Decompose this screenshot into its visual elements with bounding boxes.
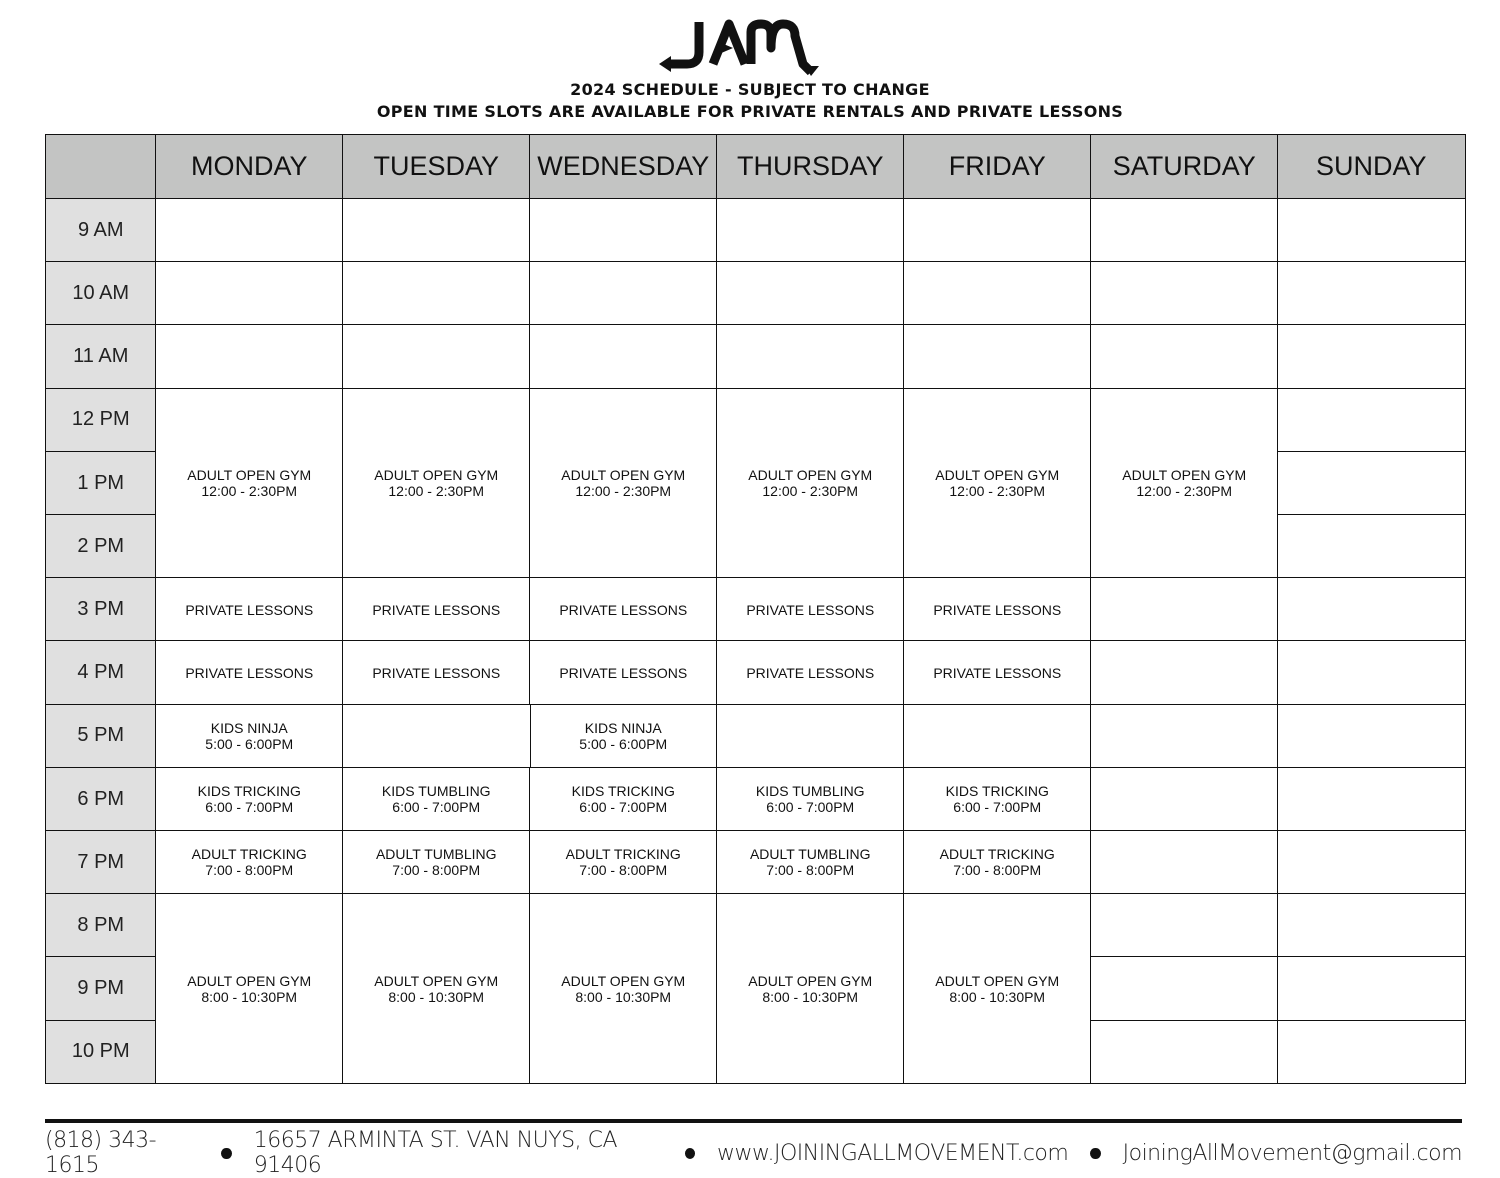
open-slot[interactable]	[716, 704, 905, 769]
open-slot[interactable]	[342, 261, 531, 326]
event-name: KIDS TUMBLING	[755, 783, 865, 800]
cell-label: 8 PM	[77, 914, 125, 937]
event-time: 12:00 - 2:30PM	[201, 483, 298, 500]
event-name: PRIVATE LESSONS	[185, 664, 314, 681]
time-label	[45, 767, 157, 832]
event-cell[interactable]	[903, 577, 1092, 642]
event-time: 12:00 - 2:30PM	[1136, 483, 1233, 500]
open-slot[interactable]	[1090, 198, 1279, 263]
open-slot[interactable]	[1277, 956, 1466, 1021]
cell-label: 7 PM	[77, 850, 125, 873]
event-name: ADULT OPEN GYM	[748, 972, 873, 989]
open-slot[interactable]	[1277, 261, 1466, 326]
day-header-monday	[155, 134, 344, 200]
event-cell[interactable]	[155, 388, 344, 579]
cell-label: 10 AM	[72, 282, 130, 305]
event-time: 5:00 - 6:00PM	[579, 735, 668, 752]
event-time: 12:00 - 2:30PM	[575, 483, 672, 500]
cell-label: WEDNESDAY	[537, 151, 710, 182]
event-cell[interactable]	[903, 640, 1092, 705]
event-time: 7:00 - 8:00PM	[953, 862, 1042, 879]
open-slot[interactable]	[1090, 324, 1279, 389]
open-slot[interactable]	[529, 261, 718, 326]
open-slot[interactable]	[1090, 261, 1279, 326]
corner-header	[45, 134, 157, 200]
event-name: ADULT OPEN GYM	[374, 467, 499, 484]
open-slot[interactable]	[1277, 1020, 1466, 1085]
event-cell[interactable]	[155, 577, 344, 642]
event-name: KIDS TRICKING	[945, 783, 1049, 800]
footer-website: www.JOININGALLMOVEMENT.com	[717, 1140, 1069, 1166]
open-slot[interactable]	[1277, 388, 1466, 453]
cell-label: TUESDAY	[373, 151, 500, 182]
event-cell[interactable]	[716, 388, 905, 579]
time-label	[45, 704, 157, 769]
time-label	[45, 324, 157, 389]
event-time: 6:00 - 7:00PM	[953, 799, 1042, 816]
open-slot[interactable]	[1277, 198, 1466, 263]
bullet-icon	[685, 1148, 695, 1159]
open-slot[interactable]	[903, 261, 1092, 326]
event-cell[interactable]	[529, 830, 718, 895]
event-name: KIDS NINJA	[584, 719, 662, 736]
event-cell[interactable]	[155, 704, 344, 769]
cell-label: 3 PM	[77, 598, 125, 621]
open-slot[interactable]	[1090, 640, 1279, 705]
open-slot[interactable]	[1090, 1020, 1279, 1085]
event-time: 8:00 - 10:30PM	[575, 988, 672, 1005]
open-slot[interactable]	[1277, 451, 1466, 516]
cell-label: SUNDAY	[1315, 151, 1427, 182]
event-name: ADULT OPEN GYM	[561, 972, 686, 989]
schedule-title: 2024 SCHEDULE - SUBJECT TO CHANGE	[570, 80, 930, 99]
day-header-wednesday	[529, 134, 718, 200]
event-name: ADULT OPEN GYM	[187, 972, 312, 989]
event-time: 6:00 - 7:00PM	[579, 799, 668, 816]
open-slot[interactable]	[1277, 893, 1466, 958]
cell-label: 6 PM	[77, 787, 125, 810]
event-name: ADULT OPEN GYM	[935, 972, 1060, 989]
footer-divider	[45, 1119, 1462, 1123]
cell-label: 9 PM	[77, 977, 125, 1000]
schedule-subtitle: OPEN TIME SLOTS ARE AVAILABLE FOR PRIVATE RENTALS AND PRIVATE LESSONS	[376, 102, 1124, 121]
footer-phone: (818) 343-1615	[44, 1128, 157, 1178]
event-cell[interactable]	[903, 830, 1092, 895]
open-slot[interactable]	[1277, 830, 1466, 895]
open-slot[interactable]	[342, 324, 531, 389]
open-slot[interactable]	[903, 704, 1092, 769]
event-time: 7:00 - 8:00PM	[392, 862, 481, 879]
cell-label: 4 PM	[77, 661, 125, 684]
event-cell[interactable]	[716, 767, 905, 832]
open-slot[interactable]	[155, 198, 344, 263]
event-cell[interactable]	[155, 640, 344, 705]
event-cell[interactable]	[155, 830, 344, 895]
open-slot[interactable]	[1090, 577, 1279, 642]
event-cell[interactable]	[903, 388, 1092, 579]
day-header-friday	[903, 134, 1092, 200]
event-cell[interactable]	[155, 893, 344, 1084]
event-name: ADULT OPEN GYM	[1122, 467, 1247, 484]
event-name: KIDS TRICKING	[571, 783, 675, 800]
open-slot[interactable]	[903, 324, 1092, 389]
event-name: PRIVATE LESSONS	[933, 664, 1062, 681]
event-time: 8:00 - 10:30PM	[201, 988, 298, 1005]
open-slot[interactable]	[1277, 324, 1466, 389]
cell-label: 9 AM	[77, 218, 124, 241]
event-time: 12:00 - 2:30PM	[949, 483, 1046, 500]
event-time: 8:00 - 10:30PM	[762, 988, 859, 1005]
open-slot[interactable]	[155, 324, 344, 389]
open-slot[interactable]	[1277, 640, 1466, 705]
event-name: ADULT OPEN GYM	[935, 467, 1060, 484]
event-time: 8:00 - 10:30PM	[388, 988, 485, 1005]
open-slot[interactable]	[1090, 956, 1279, 1021]
event-cell[interactable]	[903, 767, 1092, 832]
event-name: ADULT TRICKING	[191, 846, 307, 863]
bullet-icon	[1090, 1148, 1100, 1159]
time-label	[45, 198, 157, 263]
day-header-thursday	[716, 134, 905, 200]
event-cell[interactable]	[529, 388, 718, 579]
event-name: ADULT OPEN GYM	[187, 467, 312, 484]
event-cell[interactable]	[529, 704, 718, 769]
open-slot[interactable]	[1090, 830, 1279, 895]
event-name: PRIVATE LESSONS	[185, 601, 314, 618]
event-name: ADULT TUMBLING	[749, 846, 871, 863]
event-name: KIDS TUMBLING	[381, 783, 491, 800]
day-header-sunday	[1277, 134, 1466, 200]
event-name: PRIVATE LESSONS	[559, 601, 688, 618]
event-time: 7:00 - 8:00PM	[766, 862, 855, 879]
event-time: 7:00 - 8:00PM	[205, 862, 294, 879]
cell-label: SATURDAY	[1112, 151, 1256, 182]
cell-label: 2 PM	[77, 534, 125, 557]
event-time: 6:00 - 7:00PM	[766, 799, 855, 816]
event-name: PRIVATE LESSONS	[372, 664, 501, 681]
event-time: 12:00 - 2:30PM	[388, 483, 485, 500]
event-time: 6:00 - 7:00PM	[392, 799, 481, 816]
event-time: 8:00 - 10:30PM	[949, 988, 1046, 1005]
time-label	[45, 893, 157, 958]
footer-email: JoiningAllMovement@gmail.com	[1122, 1140, 1463, 1166]
cell-label: 5 PM	[77, 724, 125, 747]
event-cell[interactable]	[342, 640, 531, 705]
open-slot[interactable]	[1090, 767, 1279, 832]
event-cell[interactable]	[903, 893, 1092, 1084]
event-name: ADULT OPEN GYM	[374, 972, 499, 989]
cell-label: 12 PM	[71, 408, 130, 431]
event-cell[interactable]	[529, 893, 718, 1084]
event-cell[interactable]	[342, 830, 531, 895]
open-slot[interactable]	[903, 198, 1092, 263]
jam-logo	[655, 18, 825, 80]
event-cell[interactable]	[342, 388, 531, 579]
schedule-grid	[45, 134, 1464, 1082]
event-name: ADULT TUMBLING	[375, 846, 497, 863]
cell-label: 10 PM	[71, 1040, 130, 1063]
event-name: PRIVATE LESSONS	[372, 601, 501, 618]
bullet-icon	[221, 1148, 231, 1159]
open-slot[interactable]	[1090, 704, 1279, 769]
time-label	[45, 261, 157, 326]
open-slot[interactable]	[716, 198, 905, 263]
time-label	[45, 577, 157, 642]
cell-label: 11 AM	[73, 345, 129, 368]
event-cell[interactable]	[342, 577, 531, 642]
event-cell[interactable]	[716, 830, 905, 895]
event-cell[interactable]	[716, 640, 905, 705]
event-name: ADULT TRICKING	[565, 846, 681, 863]
time-label	[45, 1020, 157, 1085]
event-cell[interactable]	[1090, 388, 1279, 579]
open-slot[interactable]	[1277, 767, 1466, 832]
open-slot[interactable]	[1277, 514, 1466, 579]
event-cell[interactable]	[155, 767, 344, 832]
open-slot[interactable]	[529, 198, 718, 263]
day-header-saturday	[1090, 134, 1279, 200]
event-cell[interactable]	[716, 893, 905, 1084]
time-label	[45, 514, 157, 579]
open-slot[interactable]	[342, 704, 531, 769]
event-time: 6:00 - 7:00PM	[205, 799, 294, 816]
open-slot[interactable]	[155, 261, 344, 326]
open-slot[interactable]	[529, 324, 718, 389]
event-name: PRIVATE LESSONS	[559, 664, 688, 681]
event-cell[interactable]	[529, 577, 718, 642]
cell-label: THURSDAY	[736, 151, 884, 182]
event-name: ADULT TRICKING	[939, 846, 1055, 863]
cell-label: 1 PM	[77, 471, 125, 494]
event-cell[interactable]	[529, 640, 718, 705]
time-label	[45, 830, 157, 895]
event-cell[interactable]	[716, 577, 905, 642]
event-cell[interactable]	[342, 893, 531, 1084]
event-time: 5:00 - 6:00PM	[205, 735, 294, 752]
time-label	[45, 640, 157, 705]
footer-contact	[45, 1128, 1462, 1178]
event-name: PRIVATE LESSONS	[746, 601, 875, 618]
time-label	[45, 451, 157, 516]
event-name: PRIVATE LESSONS	[933, 601, 1062, 618]
cell-label: FRIDAY	[948, 151, 1046, 182]
event-name: KIDS TRICKING	[197, 783, 301, 800]
event-time: 7:00 - 8:00PM	[579, 862, 668, 879]
open-slot[interactable]	[342, 198, 531, 263]
event-time: 12:00 - 2:30PM	[762, 483, 859, 500]
open-slot[interactable]	[1277, 577, 1466, 642]
open-slot[interactable]	[716, 324, 905, 389]
day-header-tuesday	[342, 134, 531, 200]
event-name: ADULT OPEN GYM	[748, 467, 873, 484]
open-slot[interactable]	[1090, 893, 1279, 958]
footer-address: 16657 ARMINTA ST. VAN NUYS, CA 91406	[253, 1128, 617, 1178]
event-name: ADULT OPEN GYM	[561, 467, 686, 484]
event-cell[interactable]	[529, 767, 718, 832]
event-name: KIDS NINJA	[210, 719, 288, 736]
event-cell[interactable]	[342, 767, 531, 832]
time-label	[45, 956, 157, 1021]
time-label	[45, 388, 157, 453]
cell-label: MONDAY	[190, 151, 308, 182]
open-slot[interactable]	[716, 261, 905, 326]
event-name: PRIVATE LESSONS	[746, 664, 875, 681]
open-slot[interactable]	[1277, 704, 1466, 769]
